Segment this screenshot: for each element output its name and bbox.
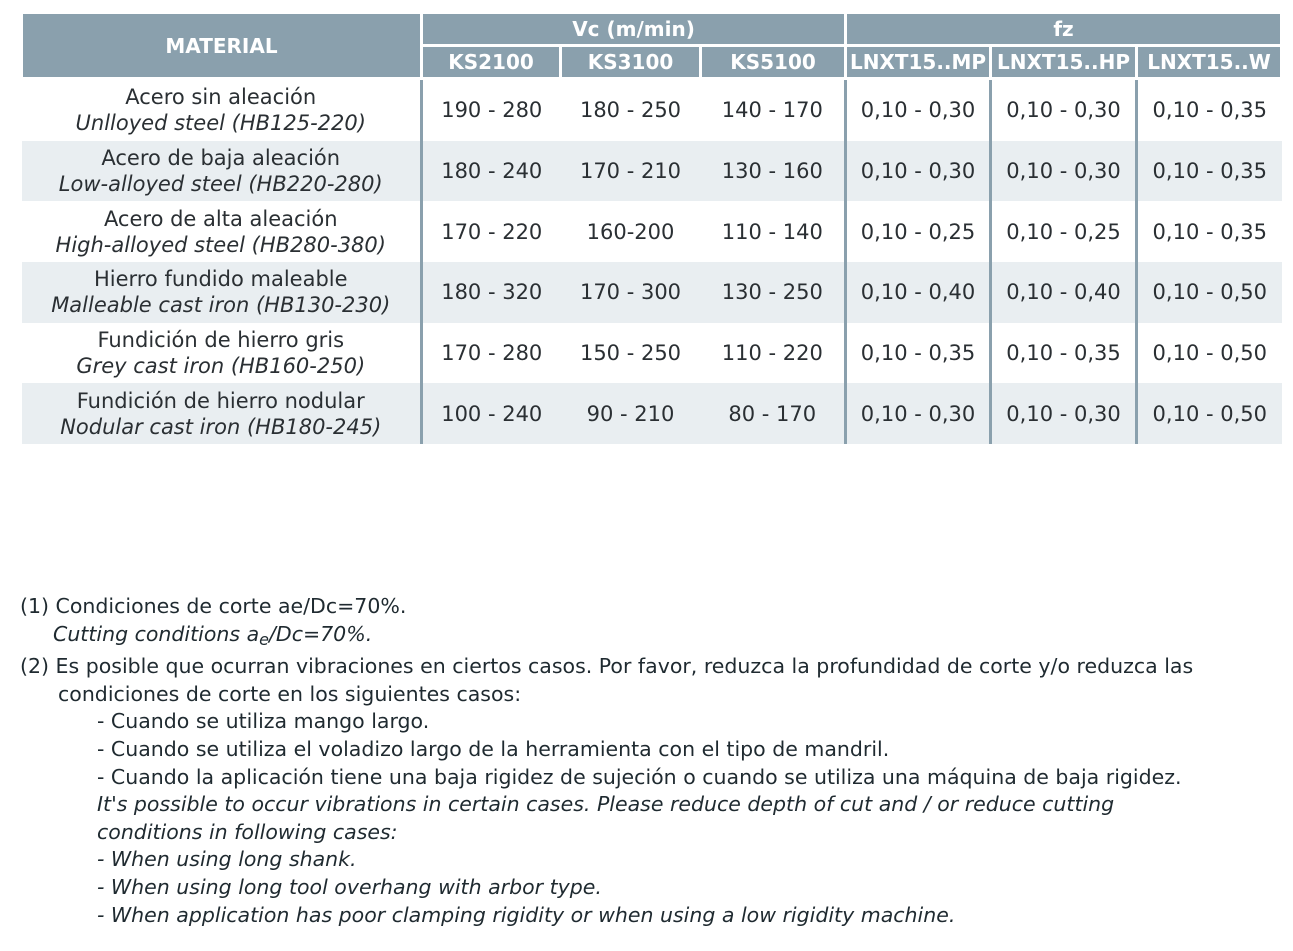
value-cell: 0,10 - 0,50: [1137, 383, 1282, 444]
value-cell: 140 - 170: [721, 98, 823, 123]
material-name-en: Unlloyed steel (HB125-220): [75, 111, 366, 136]
table-row: [22, 383, 1282, 444]
value-cell: 0,10 - 0,35: [1137, 141, 1282, 202]
value-cell: 0,10 - 0,50: [1137, 323, 1282, 384]
note-2-es-bullet-2: - Cuando se utiliza el voladizo largo de la herramienta con el tipo de mandril.: [97, 736, 890, 761]
table-row: [22, 79, 1282, 141]
note-1-es: (1) Condiciones de corte ae/Dc=70%.: [20, 594, 407, 618]
value-cell: 110 - 140: [721, 219, 823, 244]
value-cell: 0,10 - 0,40: [991, 262, 1137, 323]
note-2-es-bullet-3: - Cuando la aplicación tiene una baja rigidez de sujeción o cuando se utiliza una máquina de baja rigidez.: [97, 764, 1182, 789]
value-cell: 180 - 250: [579, 98, 682, 123]
value-cell: 0,10 - 0,30: [991, 141, 1137, 202]
table-row: [22, 201, 1282, 262]
material-cell: [22, 323, 422, 384]
note-2-en-bullet-3: - When application has poor clamping rigidity or when using a low rigidity machine.: [97, 902, 956, 927]
material-cell: [22, 141, 422, 202]
table-body: [22, 79, 1282, 445]
col-header-lnxt15-hp: LNXT15..HP: [991, 46, 1137, 79]
value-cell: 0,10 - 0,35: [1137, 79, 1282, 141]
value-cell: 170 - 220: [422, 201, 561, 262]
material-name-es: Acero sin aleación: [125, 85, 317, 110]
note-2-en-bullet-1: - When using long shank.: [97, 847, 357, 872]
material-name-es: Fundición de hierro gris: [97, 328, 345, 353]
material-cell: [22, 79, 422, 141]
value-cell: 0,10 - 0,30: [846, 141, 991, 202]
value-cell: 100 - 240: [422, 383, 561, 444]
material-name-en: Nodular cast iron (HB180-245): [60, 414, 382, 439]
table-row: [22, 262, 1282, 323]
note-1-en-subscript: e: [259, 629, 269, 649]
note-1-en-pre: Cutting conditions a: [53, 621, 260, 646]
material-name-en: Low-alloyed steel (HB220-280): [58, 172, 383, 197]
value-cell: 130 - 160: [701, 141, 846, 202]
value-cell: 0,10 - 0,25: [991, 201, 1137, 262]
note-1-en-post: /Dc=70%.: [269, 621, 373, 646]
value-cell: 80 - 170: [701, 383, 846, 444]
value-cell: 0,10 - 0,30: [991, 383, 1137, 444]
table-row: [22, 323, 1282, 384]
note-2-en-bullet-2: - When using long tool overhang with arbor type.: [97, 874, 602, 899]
value-cell: 180 - 320: [422, 262, 561, 323]
value-cell: 0,10 - 0,25: [846, 201, 991, 262]
material-name-es: Acero de alta aleación: [103, 206, 338, 231]
note-1-en: [20, 621, 1285, 654]
material-cell: [22, 262, 422, 323]
value-cell: 0,10 - 0,35: [846, 323, 991, 384]
value-cell: 130 - 250: [701, 262, 846, 323]
value-cell: 170 - 210: [561, 141, 701, 202]
value-cell: 0,10 - 0,40: [846, 262, 991, 323]
value-cell: 0,10 - 0,35: [1137, 201, 1282, 262]
material-name-en: Grey cast iron (HB160-250): [76, 354, 366, 379]
value-cell: 0,10 - 0,35: [991, 323, 1137, 384]
value-cell: 110 - 220: [721, 341, 823, 366]
footnotes: [20, 593, 1285, 929]
note-2-es-bullet-1: - Cuando se utiliza mango largo.: [97, 709, 430, 734]
col-header-ks2100: KS2100: [422, 46, 561, 79]
material-name-es: Fundición de hierro nodular: [76, 388, 365, 413]
cutting-data-table: [20, 11, 1283, 444]
note-2-en-line-1: It's possible to occur vibrations in certain cases. Please reduce depth of cut and / or reduce cutting: [97, 792, 1115, 817]
value-cell: 0,10 - 0,30: [846, 383, 991, 444]
value-cell: 0,10 - 0,50: [1137, 262, 1282, 323]
table-row: [22, 141, 1282, 202]
material-name-en: Malleable cast iron (HB130-230): [51, 293, 391, 318]
col-header-ks5100: KS5100: [701, 46, 846, 79]
col-header-ks3100: KS3100: [561, 46, 701, 79]
col-header-lnxt15-mp: LNXT15..MP: [846, 46, 991, 79]
note-2-en-line-2: conditions in following cases:: [97, 819, 398, 844]
value-cell: 160-200: [586, 219, 675, 244]
material-name-en: High-alloyed steel (HB280-380): [55, 232, 386, 257]
note-2-es-line-1: (2) Es posible que ocurran vibraciones en ciertos casos. Por favor, reduzca la profundidad de corte y/o reduzca las: [20, 654, 1194, 679]
vc-header: Vc (m/min): [422, 13, 846, 46]
value-cell: 180 - 240: [422, 141, 561, 202]
value-cell: 170 - 300: [561, 262, 701, 323]
value-cell: 170 - 280: [422, 323, 561, 384]
material-name-es: Acero de baja aleación: [101, 146, 341, 171]
material-cell: [22, 201, 422, 262]
value-cell: 150 - 250: [579, 341, 682, 366]
fz-header: fz: [846, 13, 1282, 46]
value-cell: 0,10 - 0,30: [991, 79, 1137, 141]
value-cell: 190 - 280: [422, 79, 561, 141]
material-cell: [22, 383, 422, 444]
note-2-es-line-2: condiciones de corte en los siguientes casos:: [58, 681, 522, 706]
value-cell: 90 - 210: [561, 383, 701, 444]
material-name-es: Hierro fundido maleable: [93, 267, 348, 292]
material-header: MATERIAL: [22, 13, 422, 79]
col-header-lnxt15-w: LNXT15..W: [1137, 46, 1282, 79]
value-cell: 0,10 - 0,30: [846, 79, 991, 141]
